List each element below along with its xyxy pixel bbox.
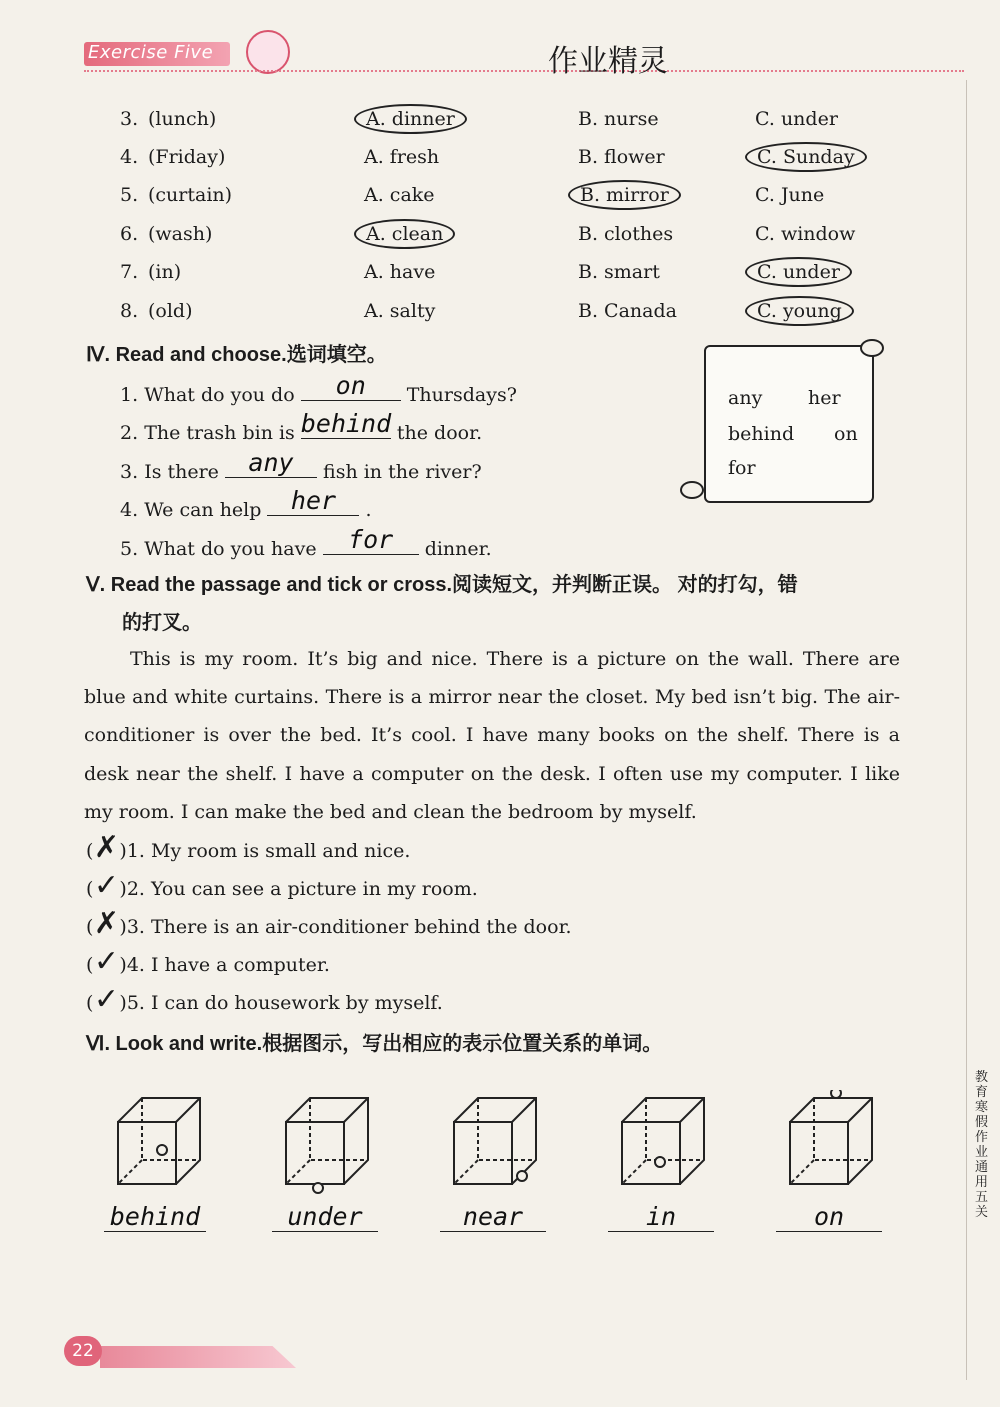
item-number: 1.: [120, 384, 139, 406]
cube-under: [286, 1098, 368, 1193]
row-number: 7.: [120, 261, 139, 283]
cross-mark: ✗: [93, 830, 119, 865]
tick-mark: ✓: [93, 944, 119, 979]
item-text-after: fish in the river?: [323, 461, 482, 483]
word-option: for: [728, 457, 756, 479]
answer-line: [272, 1202, 378, 1232]
side-text: 教育 寒假作业 通用五关: [975, 1070, 989, 1220]
item-text-before: The trash bin is: [144, 422, 295, 444]
option-a: A. fresh: [364, 146, 440, 168]
row-number: 5.: [120, 184, 139, 206]
handwritten-answer: behind: [300, 409, 392, 438]
item-text-before: What do you have: [144, 538, 317, 560]
judge-text: )3. There is an air-conditioner behind the door.: [119, 916, 572, 938]
row-number: 8.: [120, 300, 139, 322]
cube-on: [790, 1090, 872, 1184]
fill-item: [120, 371, 517, 406]
answer-line: [608, 1202, 714, 1232]
section5-heading-cont: 的打叉。: [122, 612, 202, 634]
section4-heading: Ⅳ. Read and choose.选词填空。: [86, 344, 387, 366]
reading-passage: [84, 640, 900, 831]
handwritten-answer: any: [248, 448, 294, 477]
word-box: [704, 345, 874, 503]
item-text-after: Thursdays?: [406, 384, 517, 406]
option-a-circled: A. clean: [354, 219, 455, 249]
answer-line: [440, 1202, 546, 1232]
item-number: 3.: [120, 461, 139, 483]
section6-heading: Ⅵ. Look and write.根据图示，写出相应的表示位置关系的单词。: [86, 1033, 663, 1055]
footer-band: [100, 1346, 296, 1368]
answer-line: [104, 1202, 206, 1232]
judge-text: )5. I can do housework by myself.: [119, 992, 443, 1014]
item-number: 2.: [120, 422, 139, 444]
option-a: A. cake: [364, 184, 435, 206]
option-a: A. salty: [364, 300, 436, 322]
handwritten-answer: under: [287, 1202, 363, 1231]
tick-mark: ✓: [93, 982, 119, 1017]
option-b: B. Canada: [578, 300, 677, 322]
option-c-circled: C. young: [745, 296, 854, 326]
judge-text: )4. I have a computer.: [119, 954, 330, 976]
word-option: behind: [728, 423, 795, 445]
option-b: B. flower: [578, 146, 665, 168]
option-c: C. window: [755, 223, 856, 245]
item-text-after: dinner.: [424, 538, 492, 560]
fill-item: [120, 525, 492, 560]
judge-item: (✗)3. There is an air-conditioner behind the door.: [86, 906, 572, 941]
judge-item: (✓)5. I can do housework by myself.: [86, 982, 443, 1017]
item-text-after: .: [365, 499, 372, 521]
judge-text: )2. You can see a picture in my room.: [119, 878, 478, 900]
row-number: 3.: [120, 108, 139, 130]
item-number: 5.: [120, 538, 139, 560]
judge-item: (✓)2. You can see a picture in my room.: [86, 868, 478, 903]
row-word: (lunch): [148, 108, 217, 130]
fill-item: [120, 409, 483, 444]
option-c: C. under: [755, 108, 838, 130]
section-label: Exercise Five: [88, 42, 214, 63]
handwritten-answer: behind: [109, 1202, 201, 1231]
item-text-before: Is there: [144, 461, 219, 483]
handwritten-answer: in: [645, 1202, 677, 1231]
option-b-circled: B. mirror: [568, 180, 681, 210]
fill-item: [120, 448, 482, 483]
header-divider: [84, 70, 964, 72]
answer-line: [776, 1202, 882, 1232]
item-number: 4.: [120, 499, 139, 521]
judge-item: (✓)4. I have a computer.: [86, 944, 330, 979]
item-text-before: We can help: [144, 499, 262, 521]
section5-heading: Ⅴ. Read the passage and tick or cross.阅读短文，并判断正误。 对的打勾，错: [86, 574, 798, 596]
option-c: C. June: [755, 184, 825, 206]
handwritten-answer: near: [462, 1202, 524, 1231]
scroll-roll-top: [860, 339, 884, 357]
row-word: (curtain): [148, 184, 233, 206]
word-option: her: [808, 387, 841, 409]
mascot-icon: [246, 30, 290, 74]
page-number: 22: [64, 1336, 102, 1366]
row-word: (in): [148, 261, 182, 283]
option-a: A. have: [364, 261, 436, 283]
judge-item: (✗)1. My room is small and nice.: [86, 830, 411, 865]
option-b: B. nurse: [578, 108, 659, 130]
passage-text: This is my room. It’s big and nice. There is a picture on the wall. There are blue and white curtains. There is a mirror near the closet. My bed isn’t big. The air-conditioner is over the bed. It’s cool. I have many books on the shelf. There is a desk near the shelf. I have a computer on the desk. I often use my computer. I like my room. I can make the bed and clean the bedroom by myself.: [84, 648, 900, 823]
position-cubes: [90, 1090, 930, 1210]
cube-in: [622, 1098, 704, 1184]
cross-mark: ✗: [93, 906, 119, 941]
handwritten-answer: on: [335, 371, 366, 400]
row-word: (old): [148, 300, 193, 322]
scroll-roll-bottom: [680, 481, 704, 499]
cube-near: [454, 1098, 536, 1184]
option-b: B. clothes: [578, 223, 674, 245]
handwritten-answer: on: [813, 1202, 845, 1231]
item-text-after: the door.: [396, 422, 483, 444]
row-word: (Friday): [148, 146, 226, 168]
brand-title: 作业精灵: [548, 44, 668, 79]
option-c-circled: C. under: [745, 257, 852, 287]
row-number: 6.: [120, 223, 139, 245]
word-option: on: [834, 423, 858, 445]
option-a-circled: A. dinner: [354, 104, 467, 134]
handwritten-answer: her: [290, 486, 337, 515]
word-option: any: [728, 387, 763, 409]
row-word: (wash): [148, 223, 213, 245]
margin-line: [966, 80, 967, 1380]
judge-text: )1. My room is small and nice.: [119, 840, 411, 862]
option-b: B. smart: [578, 261, 660, 283]
handwritten-answer: for: [348, 525, 394, 554]
tick-mark: ✓: [93, 868, 119, 903]
item-text-before: What do you do: [144, 384, 295, 406]
row-number: 4.: [120, 146, 139, 168]
fill-item: [120, 486, 372, 521]
option-c-circled: C. Sunday: [745, 142, 867, 172]
cube-behind: [118, 1098, 200, 1184]
